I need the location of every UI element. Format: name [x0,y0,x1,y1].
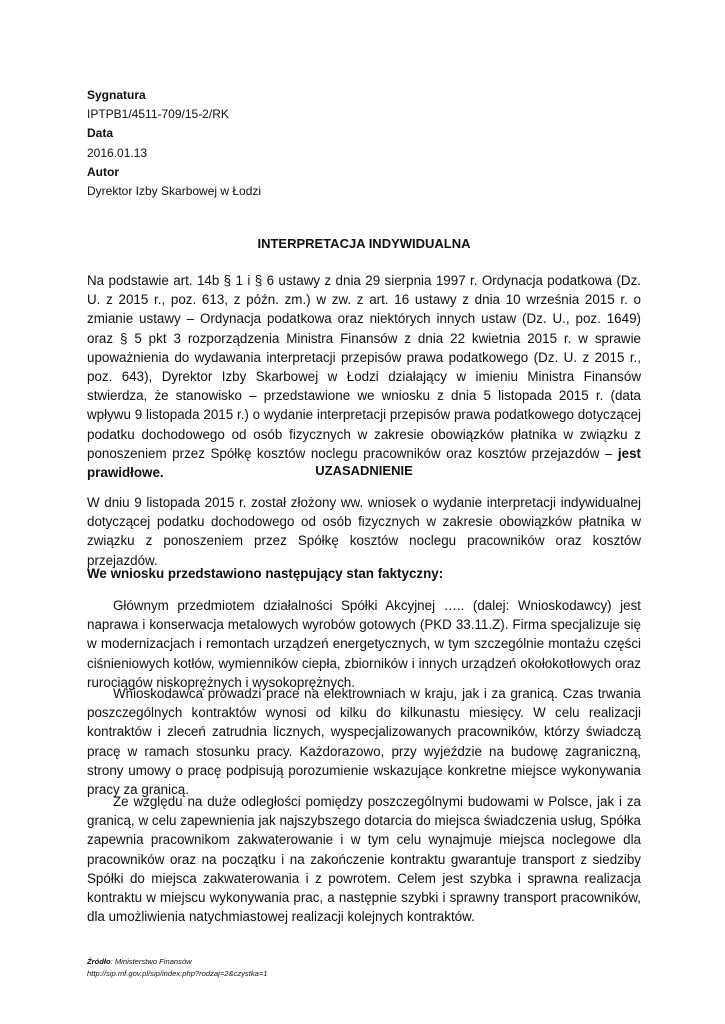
footer-source-line [87,956,268,968]
date-value: 2016.01.13 [87,145,148,160]
document-metadata [87,86,261,201]
verdict-text: jest prawidłowe. [87,445,641,481]
intro-paragraph [87,271,641,482]
document-title: INTERPRETACJA INDYWIDUALNA [257,236,471,251]
signature-value: IPTPB1/4511-709/15-2/RK [87,107,229,122]
facts-heading: We wniosku przedstawiono następujący stan faktyczny: [87,566,444,581]
facts-paragraph-2: Wnioskodawca prowadzi prace na elektrowniach w kraju, jak i za granicą. Czas trwania poszczególnych kontraktów wynosi od kilku do kilkunastu miesięcy. W celu realizacji kontraktów i zleceń zatrudnia licznych, wyspecjalizowanych pracowników, którzy świadczą pracę w ramach stosunku pracy. Każdorazowo, przy wyjeździe na budowę zagraniczną, strony umowy o pracę podpisują porozumienie wskazujące konkretne miejsce wykonywania pracy za granicą. [87,686,641,798]
justification-heading: UZASADNIENIE [315,463,413,478]
signature-label: Sygnatura [87,88,146,102]
author-label: Autor [87,164,119,179]
date-label: Data [87,126,114,141]
author-value: Dyrektor Izby Skarbowej w Łodzi [87,184,262,199]
source-url: http://sip.mf.gov.pl/sip/index.php?rodzaj=2&czystka=1 [87,969,268,978]
justification-paragraph: W dniu 9 listopada 2015 r. został złożony ww. wniosek o wydanie interpretacji indywidualnej dotyczącej podatku dochodowego od osób fizycznych w zakresie obowiązków płatnika w związku z ponoszeniem przez Spółkę kosztów noclegu pracowników oraz kosztów przejazdów. [87,495,641,568]
intro-text: Na podstawie art. 14b § 1 i § 6 ustawy z dnia 29 sierpnia 1997 r. Ordynacja podatkowa (Dz. U. z 2015 r., poz. 613, z późn. zm.) w zw. z art. 16 ustawy z dnia 10 września 2015 r. o zmianie ustawy – Ordynacja podatkowa oraz niektórych innych ustaw (Dz. U., poz. 1649) oraz § 5 pkt 3 rozporządzenia Ministra Finansów z dnia 22 kwietnia 2015 r. w sprawie upoważnienia do wydawania interpretacji przepisów prawa podatkowego (Dz. U. z 2015 r., poz. 643), Dyrektor Izby Skarbowej w Łodzi działający w imieniu Ministra Finansów stwierdza, że stanowisko – przedstawione we wniosku z dnia 5 listopada 2015 r. (data wpływu 9 listopada 2015 r.) o wydanie interpretacji przepisów prawa podatkowego dotyczącej podatku dochodowego od osób fizycznych w zakresie obowiązków płatnika w związku z ponoszeniem przez Spółkę kosztów noclegu pracowników oraz kosztów przejazdów – [87,273,641,461]
source-label: Źródło [87,957,111,966]
facts-paragraph-1: Głównym przedmiotem działalności Spółki Akcyjnej ….. (dalej: Wnioskodawcy) jest naprawa i konserwacja metalowych wyrobów gotowych (PKD 33.11.Z). Firma specjalizuje się w modernizacjach i remontach urządzeń energetycznych, w tym szczególnie montażu części ciśnieniowych kotłów, wymienników ciepła, zbiorników i innych urządzeń okołokotłowych oraz rurociągów niskoprężnych i wysokoprężnych. [87,598,641,690]
facts-paragraph-3: Ze względu na duże odległości pomiędzy poszczególnymi budowami w Polsce, jak i za granicą, w celu zapewnienia jak najszybszego dotarcia do miejsca świadczenia usług, Spółka zapewnia pracownikom zakwaterowanie i w tym celu wynajmuje miejsca noclegowe dla pracowników oraz na początku i na zakończenie kontraktu gwarantuje transport z siedziby Spółki do miejsca zakwaterowania i z powrotem. Celem jest szybka i sprawna realizacja kontraktu w miejscu wykonywania prac, a następnie szybki i sprawny transport pracowników, dla umożliwienia natychmiastowej realizacji kolejnych kontraktów. [87,794,641,925]
source-value: : Ministerstwo Finansów [110,957,192,966]
footer-source [87,956,268,980]
